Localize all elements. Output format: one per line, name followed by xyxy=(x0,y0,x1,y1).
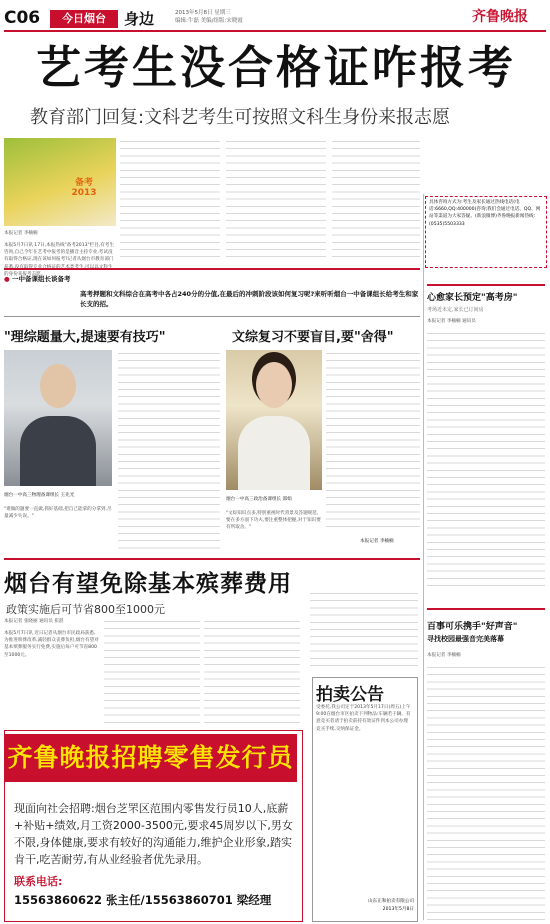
ad-title: 齐鲁晚报招聘零售发行员 xyxy=(4,734,297,782)
auction-title: 拍卖公告 xyxy=(316,685,384,705)
page-header xyxy=(0,0,550,30)
lead-byline: 本报记者 李楠楠 xyxy=(4,231,38,236)
section-title: 身边 xyxy=(124,10,155,28)
right-story1-title: 心愈家长预定"高考房" xyxy=(427,293,518,303)
lead-infobox xyxy=(425,196,547,268)
editor-line: 编辑:牛磊 美编/组版:宋晓霞 xyxy=(175,18,243,24)
right-col-divider xyxy=(423,194,424,920)
quote-left-title: "理综题量大,提速要有技巧" xyxy=(4,330,166,345)
right-story1-body xyxy=(427,330,545,590)
lead-photo xyxy=(4,138,116,226)
band-label-text: 一中备课组长谈备考 xyxy=(11,275,71,283)
band-rule-top xyxy=(4,268,420,270)
auction-date: 2013年5月8日 xyxy=(382,907,414,912)
funeral-body-col3 xyxy=(204,618,300,724)
issue-date xyxy=(175,9,243,25)
auction-body: 受委托,我公司定于2013年5月17日(周五)上午9:00在烟台市区拍卖下列物品:车辆若干辆。有意竞买者请于拍卖前持有效证件到本公司办理竞买手续,交纳保证金。 xyxy=(316,705,411,732)
teacher-body-left xyxy=(20,416,96,486)
lead-body-col1: 本报5月7日讯 17日,本报热线"备考2013"栏目,有考生咨询,自己今年在艺考中报考的是播音主持专业,考试没有取得合格证,现在该如何报考?记者从烟台市教育部门 的身份来报考志愿。 xyxy=(4,243,115,277)
lead-body-col3 xyxy=(226,138,326,258)
quote-right-body xyxy=(326,350,420,530)
band-summary: 高考押题和文科综合在高考中各占240分的分值,在最后的冲刺阶段该如何复习呢?来听听烟台一中备课组长给考生和家长支的招。 xyxy=(80,290,419,308)
right-story1-sub: 考场近未定,家长已订间房 xyxy=(427,307,484,313)
ad-text: 现面向社会招聘:烟台芝罘区范围内零售发行员10人,底薪+补贴+绩效,月工资2000-3500元,要求45周岁以下,男女不限,身体健康,要求有较好的沟通能力,维护企业形象,踏实肯干,吃苦耐劳,有从业经验者优先录用。 xyxy=(14,802,293,866)
right-story2-body xyxy=(427,664,545,920)
right-story2-title: 百事可乐携手"好声音" xyxy=(427,622,518,632)
teacher-head-left xyxy=(40,364,76,408)
section-ribbon: 今日烟台 xyxy=(50,10,118,28)
lead-body-col2 xyxy=(120,138,220,258)
photo-badge: 备考2013 xyxy=(71,178,97,198)
funeral-rule xyxy=(4,558,420,560)
quote-right-caption: 烟台一中高三政治备课组长 邵娟 xyxy=(226,497,292,502)
funeral-byline: 本报记者 张晓丽 通讯员 崔湛 xyxy=(4,619,64,624)
quote-left-body xyxy=(118,350,220,550)
band-rule-bottom xyxy=(4,316,420,317)
right-story2-sub: 寻找校园最强音完美落幕 xyxy=(427,635,504,643)
lead-body-col4 xyxy=(332,138,420,258)
funeral-headline: 烟台有望免除基本殡葬费用 xyxy=(4,571,292,597)
auction-company: 山东正和拍卖有限公司 xyxy=(368,899,414,904)
funeral-body-col1: 本报5月7日讯 近日记者从烟台市民政局获悉,为推进殡葬改革,减轻群众丧葬负担,烟台有望对基本殡葬服务实行免费,实施后每户可节省800至1000元。 xyxy=(4,631,99,658)
right-story2-rule xyxy=(427,608,545,610)
quote-right-pull: "文综知识点多,特别重视时代背景及答题规范,要在多方面下功夫,要注重整体把握,对于知识要有所取舍。" xyxy=(226,511,321,531)
ad-contact-line: 15563860622 张主任/15563860701 梁经理 xyxy=(14,893,272,907)
quote-right-byline: 本报记者 李楠楠 xyxy=(360,539,394,544)
right-story2-byline: 本报记者 李楠楠 xyxy=(427,653,461,658)
right-story2-arrow xyxy=(427,614,545,633)
funeral-subhead: 政策实施后可节省800至1000元 xyxy=(6,603,165,616)
infobox-text: 具体咨询方式为:考生及家长通过热线电话(电话:6660,QQ:400000)咨询;我们会通过电话、QQ、网站等渠道为大家答疑。(新浪微博)齐鲁晚报新闻热线:(0535)5503333 xyxy=(429,200,541,227)
quote-left-caption: 烟台一中高三物理备课组长 王先光 xyxy=(4,493,75,498)
teacher-head-right xyxy=(256,362,292,408)
page-number: C06 xyxy=(4,8,41,28)
band-label xyxy=(4,274,70,283)
quote-right-title: 文综复习不要盲目,要"舍得" xyxy=(232,330,394,345)
ad-contact-label: 联系电话: xyxy=(14,875,63,888)
right-story1-rule xyxy=(427,284,545,286)
band-marker-icon: ● xyxy=(4,275,10,283)
quote-left-pull: "难做的题要一直做,抓好基础,把自己能拿的分拿到,尽量减少失误。" xyxy=(4,507,112,520)
lead-headline: 艺考生没合格证咋报考 xyxy=(35,41,516,94)
funeral-body-col2 xyxy=(104,618,200,724)
issue-date-line: 2013年5月8日 星期三 xyxy=(175,10,231,16)
right-story1-byline: 本报记者 李楠楠 通讯员 xyxy=(427,319,476,324)
teacher-photo-right xyxy=(226,350,322,490)
funeral-body-col4 xyxy=(310,590,418,670)
header-rule xyxy=(4,30,546,32)
lead-subhead: 教育部门回复:文科艺考生可按照文科生身份来报志愿 xyxy=(30,107,451,128)
teacher-photo-left xyxy=(4,350,112,486)
teacher-body-right xyxy=(238,416,310,490)
newspaper-logo: 齐鲁晚报 xyxy=(472,9,528,25)
